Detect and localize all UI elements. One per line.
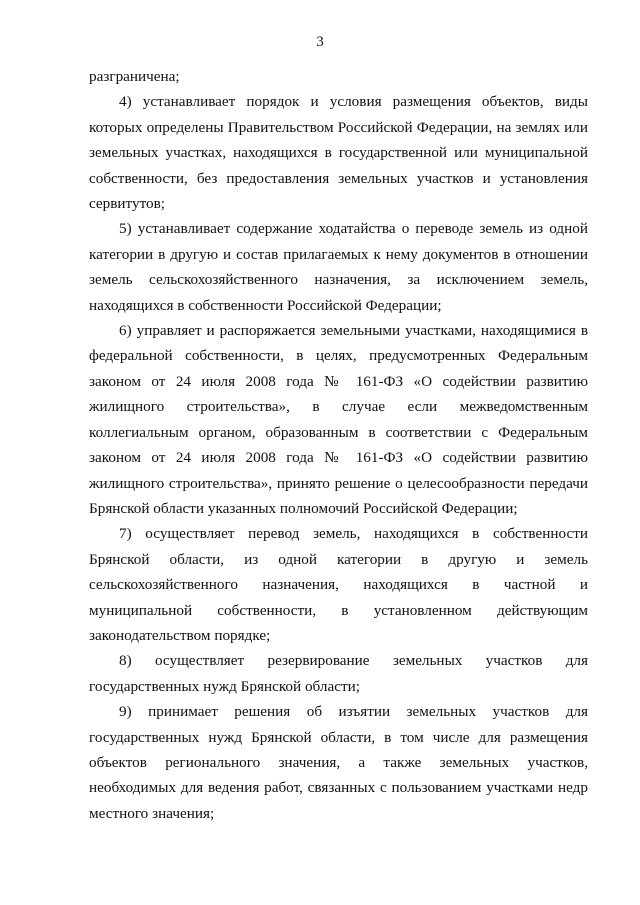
paragraph-item-5: 5) устанавливает содержание ходатайства о переводе земель из одной категории в другую и состав прилагаемых к нему документов в отношении земель сельскохозяйственного назначения, за исключением земель, находящихся в собственности Российской Федерации;: [89, 220, 588, 314]
paragraph-item-9: 9) принимает решения об изъятии земельных участков для государственных нужд Брянской области, в том числе для размещения объектов регионального значения, а также земельных участков, необходимых для ведения работ, связанных с пользованием участками недр местного значения;: [89, 703, 588, 822]
paragraph-item-6: 6) управляет и распоряжается земельными участками, находящимися в федеральной собственности, в целях, предусмотренных Федеральным законом от 24 июля 2008 года № 161-ФЗ «О содействии развитию жилищного строительства», в случае если межведомственным коллегиальным органом, образованным в соответствии с Федеральным законом от 24 июля 2008 года № 161-ФЗ «О содействии развитию жилищного строительства», принято решение о целесообразности передачи Брянской области указанных полномочий Российской Федерации;: [89, 322, 588, 517]
document-body: [89, 64, 588, 826]
paragraph-item-7: 7) осуществляет перевод земель, находящихся в собственности Брянской области, из одной категории в другую и земель сельскохозяйственного назначения, находящихся в частной и муниципальной собственности, в установленном действующим законодательством порядке;: [89, 525, 588, 644]
paragraph-item-8: 8) осуществляет резервирование земельных участков для государственных нужд Брянской области;: [89, 652, 588, 695]
page-number: 3: [316, 34, 324, 50]
paragraph-continuation: разграничена;: [89, 68, 180, 85]
paragraph-item-4: 4) устанавливает порядок и условия размещения объектов, виды которых определены Правительством Российской Федерации, на землях или земельных участках, находящихся в государственной или муниципальной собственности, без предоставления земельных участков и установления сервитутов;: [89, 93, 588, 213]
